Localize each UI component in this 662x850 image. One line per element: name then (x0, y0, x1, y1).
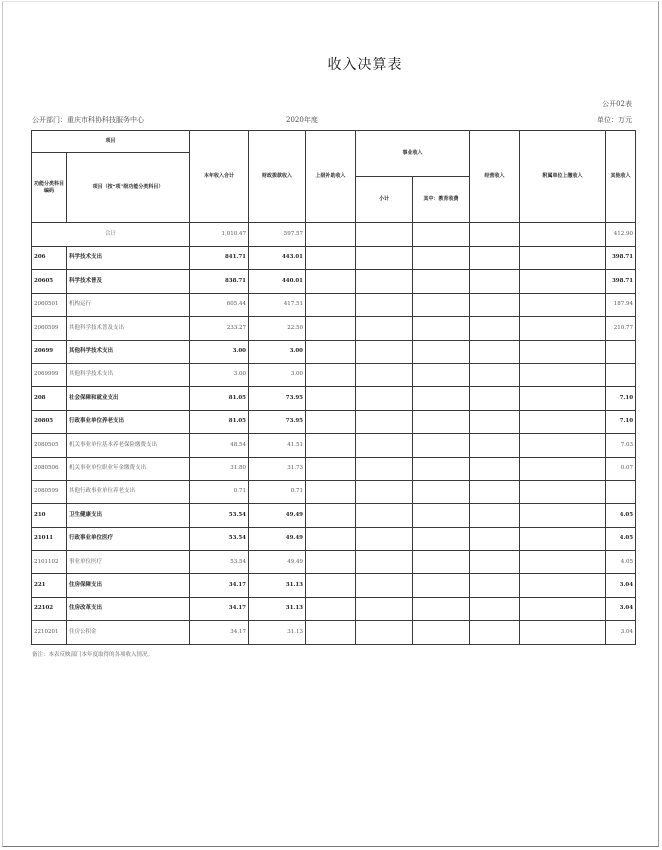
header-project: 项目 (32, 131, 190, 153)
row-subsidiary (520, 387, 606, 410)
table-row (32, 270, 636, 293)
header-business: 事业收入 (356, 131, 470, 177)
row-fiscal: 3.00 (249, 363, 306, 386)
row-education (413, 293, 470, 316)
row-total: 3.00 (190, 340, 249, 363)
row-other (606, 340, 636, 363)
row-fiscal: 49.49 (249, 551, 306, 574)
row-fiscal: 417.51 (249, 293, 306, 316)
row-name: 社会保障和就业支出 (67, 387, 190, 410)
row-education (413, 504, 470, 527)
row-code: 2060599 (32, 317, 67, 340)
row-subsidiary (520, 340, 606, 363)
row-total: 81.05 (190, 387, 249, 410)
row-fiscal: 31.13 (249, 621, 306, 644)
row-total: 841.71 (190, 247, 249, 270)
row-code: 2210201 (32, 621, 67, 644)
row-fiscal: 73.95 (249, 387, 306, 410)
row-upper (306, 363, 356, 386)
row-subsidiary (520, 410, 606, 433)
header-upper: 上级补助收入 (306, 131, 356, 223)
header-subsidiary: 附属单位上缴收入 (520, 131, 606, 223)
row-upper (306, 480, 356, 503)
row-upper (306, 504, 356, 527)
row-subsidiary (520, 317, 606, 340)
row-subsidiary (520, 551, 606, 574)
total-other: 412.90 (606, 223, 636, 247)
row-code: 206 (32, 247, 67, 270)
header-business-subtotal: 小计 (356, 177, 413, 223)
row-upper (306, 527, 356, 550)
row-name: 机关事业单位职业年金缴费支出 (67, 457, 190, 480)
row-fiscal: 31.13 (249, 574, 306, 597)
row-operation (470, 247, 520, 270)
row-upper (306, 270, 356, 293)
row-upper (306, 410, 356, 433)
year-label: 2020年度 (286, 116, 318, 124)
row-total: 838.71 (190, 270, 249, 293)
row-other: 3.04 (606, 621, 636, 644)
row-subsidiary (520, 247, 606, 270)
table-row (32, 317, 636, 340)
row-subsidiary (520, 504, 606, 527)
row-total: 605.44 (190, 293, 249, 316)
row-other: 210.77 (606, 317, 636, 340)
row-other: 4.05 (606, 551, 636, 574)
row-name: 其他科学技术支出 (67, 340, 190, 363)
row-education (413, 551, 470, 574)
row-code: 2101102 (32, 551, 67, 574)
row-other: 3.04 (606, 597, 636, 620)
row-operation (470, 293, 520, 316)
row-name: 其他行政事业单位养老支出 (67, 480, 190, 503)
row-total: 53.54 (190, 504, 249, 527)
row-other: 4.05 (606, 527, 636, 550)
row-name: 机构运行 (67, 293, 190, 316)
row-operation (470, 387, 520, 410)
row-business-subtotal (356, 270, 413, 293)
row-operation (470, 457, 520, 480)
row-education (413, 270, 470, 293)
header-code: 功能分类科目编码 (32, 153, 67, 223)
table-row (32, 527, 636, 550)
row-business-subtotal (356, 293, 413, 316)
row-operation (470, 340, 520, 363)
row-upper (306, 247, 356, 270)
row-operation (470, 527, 520, 550)
row-name: 行政事业单位养老支出 (67, 410, 190, 433)
row-business-subtotal (356, 621, 413, 644)
row-upper (306, 340, 356, 363)
row-upper (306, 457, 356, 480)
row-code: 21011 (32, 527, 67, 550)
table-row (32, 410, 636, 433)
row-subsidiary (520, 457, 606, 480)
row-education (413, 480, 470, 503)
total-row (32, 223, 636, 247)
row-operation (470, 597, 520, 620)
table-row (32, 387, 636, 410)
row-fiscal: 41.51 (249, 434, 306, 457)
row-business-subtotal (356, 363, 413, 386)
row-upper (306, 317, 356, 340)
row-other: 7.10 (606, 410, 636, 433)
row-name: 其他科学技术支出 (67, 363, 190, 386)
row-other: 398.71 (606, 270, 636, 293)
row-total: 53.54 (190, 551, 249, 574)
table-row (32, 247, 636, 270)
row-business-subtotal (356, 551, 413, 574)
row-code: 2069999 (32, 363, 67, 386)
row-code: 210 (32, 504, 67, 527)
row-operation (470, 434, 520, 457)
table-row (32, 293, 636, 316)
row-code: 20805 (32, 410, 67, 433)
row-code: 2080505 (32, 434, 67, 457)
row-business-subtotal (356, 434, 413, 457)
row-name: 科学技术普及 (67, 270, 190, 293)
row-education (413, 387, 470, 410)
row-upper (306, 621, 356, 644)
row-name: 行政事业单位医疗 (67, 527, 190, 550)
row-total: 53.54 (190, 527, 249, 550)
row-subsidiary (520, 434, 606, 457)
row-business-subtotal (356, 527, 413, 550)
total-label: 合计 (32, 223, 190, 247)
row-operation (470, 551, 520, 574)
table-row (32, 480, 636, 503)
row-name: 住房改革支出 (67, 597, 190, 620)
row-operation (470, 574, 520, 597)
row-upper (306, 551, 356, 574)
row-other: 7.10 (606, 387, 636, 410)
row-business-subtotal (356, 574, 413, 597)
row-fiscal: 31.73 (249, 457, 306, 480)
row-business-subtotal (356, 387, 413, 410)
row-upper (306, 597, 356, 620)
row-operation (470, 317, 520, 340)
row-other: 0.07 (606, 457, 636, 480)
row-code: 20699 (32, 340, 67, 363)
row-fiscal: 49.49 (249, 504, 306, 527)
row-code: 2060501 (32, 293, 67, 316)
row-operation (470, 410, 520, 433)
row-other: 398.71 (606, 247, 636, 270)
row-subsidiary (520, 293, 606, 316)
row-subsidiary (520, 527, 606, 550)
row-business-subtotal (356, 317, 413, 340)
row-education (413, 597, 470, 620)
row-education (413, 434, 470, 457)
row-subsidiary (520, 597, 606, 620)
row-operation (470, 270, 520, 293)
row-subsidiary (520, 574, 606, 597)
row-code: 2080599 (32, 480, 67, 503)
row-subsidiary (520, 480, 606, 503)
total-fiscal: 597.57 (249, 223, 306, 247)
row-total: 233.27 (190, 317, 249, 340)
row-business-subtotal (356, 340, 413, 363)
table-row (32, 340, 636, 363)
total-income: 1,010.47 (190, 223, 249, 247)
header-education: 其中：教育收费 (413, 177, 470, 223)
row-operation (470, 480, 520, 503)
row-total: 3.00 (190, 363, 249, 386)
row-education (413, 340, 470, 363)
row-fiscal: 3.00 (249, 340, 306, 363)
row-fiscal: 440.01 (249, 270, 306, 293)
form-number: 公开02表 (602, 100, 632, 108)
unit-label: 单位：万元 (597, 116, 632, 124)
income-table (31, 130, 636, 645)
row-education (413, 410, 470, 433)
table-row (32, 363, 636, 386)
row-total: 0.71 (190, 480, 249, 503)
table-row (32, 457, 636, 480)
row-name: 住房保障支出 (67, 574, 190, 597)
header-fiscal: 财政拨款收入 (249, 131, 306, 223)
row-name: 科学技术支出 (67, 247, 190, 270)
row-fiscal: 31.13 (249, 597, 306, 620)
row-operation (470, 363, 520, 386)
header-total: 本年收入合计 (190, 131, 249, 223)
row-total: 34.17 (190, 597, 249, 620)
row-subsidiary (520, 270, 606, 293)
row-other: 7.03 (606, 434, 636, 457)
row-fiscal: 49.49 (249, 527, 306, 550)
row-operation (470, 504, 520, 527)
row-education (413, 621, 470, 644)
row-upper (306, 293, 356, 316)
row-total: 48.54 (190, 434, 249, 457)
row-name: 卫生健康支出 (67, 504, 190, 527)
row-business-subtotal (356, 480, 413, 503)
row-total: 31.80 (190, 457, 249, 480)
row-name: 住房公积金 (67, 621, 190, 644)
row-business-subtotal (356, 247, 413, 270)
row-upper (306, 574, 356, 597)
row-fiscal: 0.71 (249, 480, 306, 503)
header-operation: 经营收入 (470, 131, 520, 223)
row-operation (470, 621, 520, 644)
row-education (413, 247, 470, 270)
row-business-subtotal (356, 504, 413, 527)
table-row (32, 434, 636, 457)
row-code: 20605 (32, 270, 67, 293)
department-label: 公开部门：重庆市科协科技服务中心 (32, 116, 144, 124)
row-name: 机关事业单位基本养老保险缴费支出 (67, 434, 190, 457)
row-upper (306, 387, 356, 410)
row-total: 34.17 (190, 574, 249, 597)
footnote: 备注：本表反映部门本年度取得的各项收入情况。 (32, 652, 154, 658)
row-code: 2080506 (32, 457, 67, 480)
row-fiscal: 73.95 (249, 410, 306, 433)
table-row (32, 597, 636, 620)
row-education (413, 457, 470, 480)
row-name: 事业单位医疗 (67, 551, 190, 574)
row-total: 81.05 (190, 410, 249, 433)
table-row (32, 574, 636, 597)
row-education (413, 527, 470, 550)
row-code: 221 (32, 574, 67, 597)
row-other: 187.94 (606, 293, 636, 316)
row-business-subtotal (356, 597, 413, 620)
row-education (413, 363, 470, 386)
header-name: 项目（按“项”级功能分类科目） (67, 153, 190, 223)
row-name: 其他科学技术普及支出 (67, 317, 190, 340)
page-title: 收入决算表 (327, 57, 403, 73)
row-fiscal: 443.01 (249, 247, 306, 270)
row-other: 4.05 (606, 504, 636, 527)
header-other: 其他收入 (606, 131, 636, 223)
table-row (32, 551, 636, 574)
row-other (606, 363, 636, 386)
row-business-subtotal (356, 457, 413, 480)
row-other: 3.04 (606, 574, 636, 597)
row-code: 208 (32, 387, 67, 410)
table-body (32, 223, 636, 645)
row-subsidiary (520, 621, 606, 644)
row-code: 22102 (32, 597, 67, 620)
table-row (32, 504, 636, 527)
table-row (32, 621, 636, 644)
row-upper (306, 434, 356, 457)
row-fiscal: 22.50 (249, 317, 306, 340)
row-education (413, 317, 470, 340)
row-other (606, 480, 636, 503)
row-subsidiary (520, 363, 606, 386)
row-business-subtotal (356, 410, 413, 433)
row-total: 34.17 (190, 621, 249, 644)
row-education (413, 574, 470, 597)
